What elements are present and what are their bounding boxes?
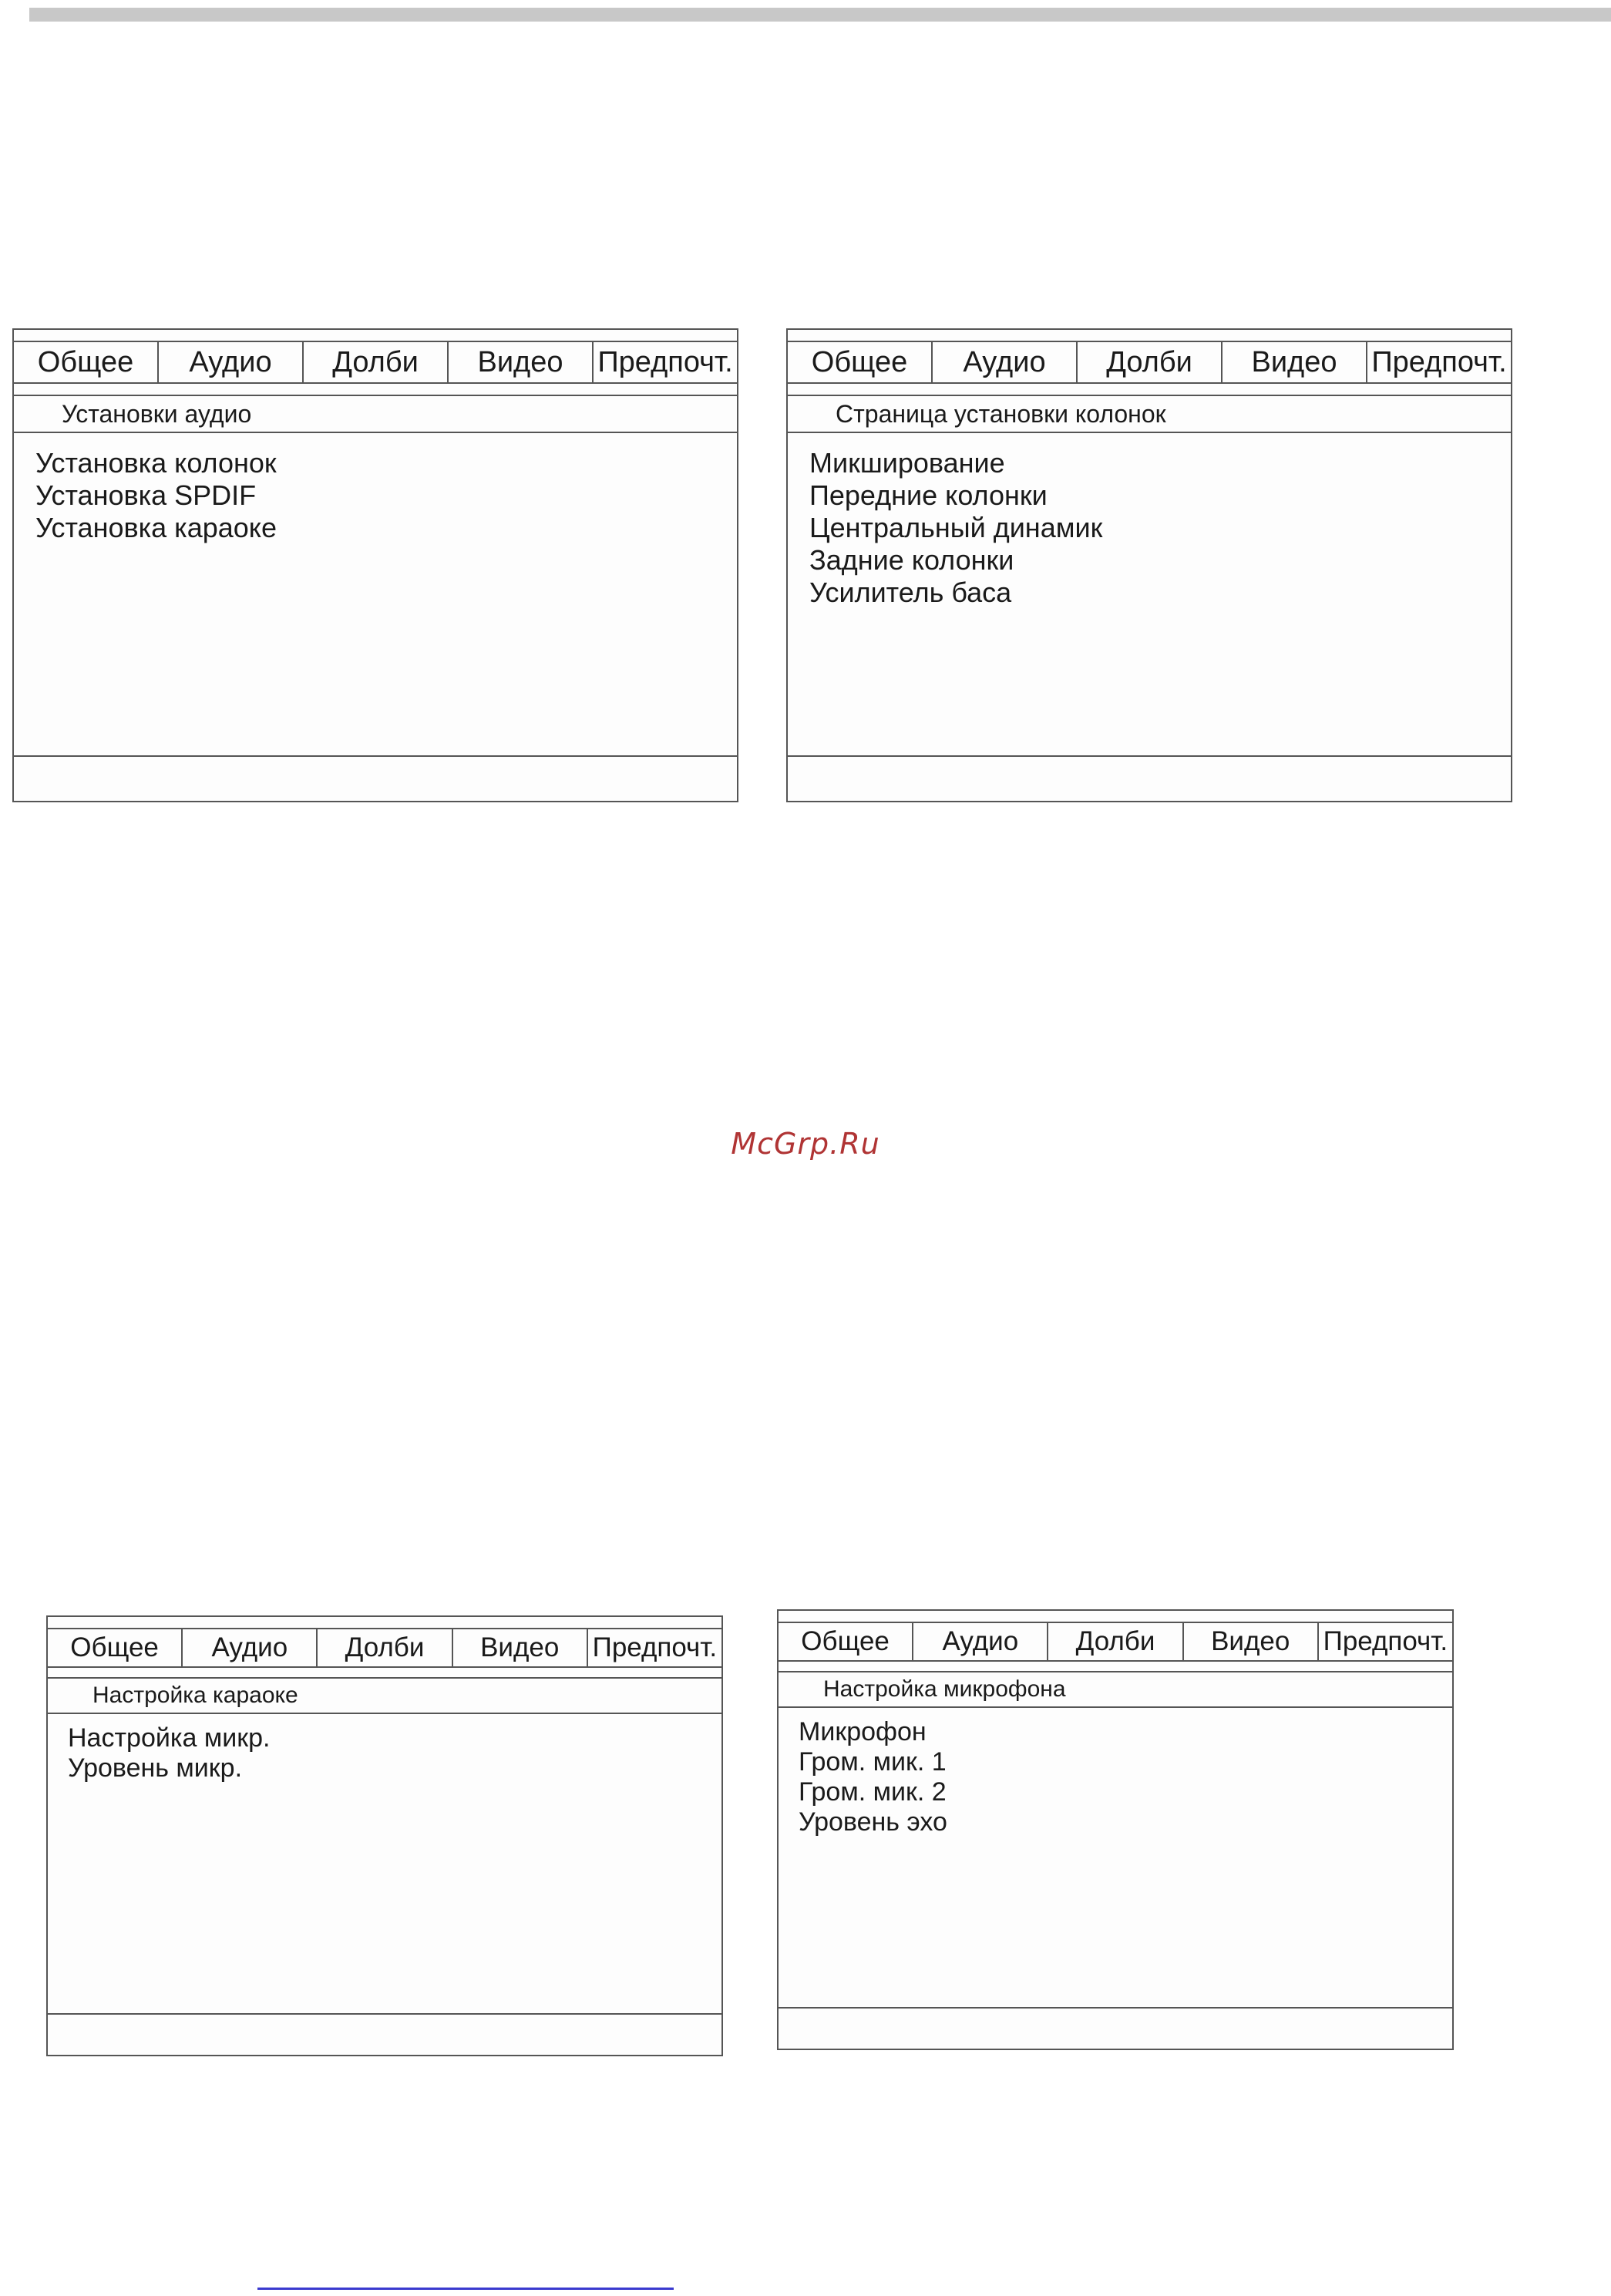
menu-item-downmix[interactable]: Микширование	[809, 447, 1005, 479]
tab-dolby[interactable]: Долби	[1048, 1623, 1183, 1660]
tab-bar	[788, 341, 1511, 384]
tab-bar	[779, 1622, 1452, 1662]
tab-dolby[interactable]: Долби	[1078, 342, 1223, 382]
tab-general[interactable]: Общее	[779, 1623, 913, 1660]
karaoke-setup-screen	[46, 1615, 723, 2056]
tab-general[interactable]: Общее	[788, 342, 933, 382]
page-subtitle	[779, 1671, 1452, 1708]
menu-list	[799, 1717, 947, 1837]
tab-dolby[interactable]: Долби	[318, 1629, 452, 1666]
page-subtitle	[48, 1677, 721, 1714]
status-bar	[788, 755, 1511, 757]
status-bar	[14, 755, 737, 757]
menu-list	[809, 447, 1102, 609]
tab-video[interactable]: Видео	[453, 1629, 588, 1666]
tab-preferences[interactable]: Предпочт.	[1371, 345, 1507, 378]
tab-bar	[48, 1628, 721, 1668]
menu-item-center-speaker[interactable]: Центральный динамик	[809, 512, 1103, 543]
page-subtitle-text: Установки аудио	[62, 399, 252, 428]
tab-video[interactable]: Видео	[1223, 342, 1367, 382]
page-subtitle-text: Страница установки колонок	[836, 399, 1166, 428]
menu-item-microphone[interactable]: Микрофон	[799, 1717, 927, 1746]
microphone-setup-screen	[777, 1609, 1454, 2050]
menu-item-mic-level[interactable]: Уровень микр.	[68, 1753, 243, 1783]
tab-preferences[interactable]: Предпочт.	[1323, 1626, 1448, 1656]
status-bar	[779, 2007, 1452, 2009]
menu-item-speaker-setup[interactable]: Установка колонок	[35, 447, 277, 479]
bottom-link-underline	[257, 2288, 674, 2290]
tab-audio[interactable]: Аудио	[933, 342, 1078, 382]
status-bar	[48, 2013, 721, 2015]
page-top-rule	[29, 8, 1611, 22]
tab-audio[interactable]: Аудио	[913, 1623, 1048, 1660]
tab-video[interactable]: Видео	[449, 342, 594, 382]
tab-bar	[14, 341, 737, 384]
menu-item-front-speakers[interactable]: Передние колонки	[809, 479, 1048, 511]
page-subtitle	[14, 395, 737, 433]
audio-setup-screen	[12, 328, 738, 802]
tab-preferences[interactable]: Предпочт.	[597, 345, 733, 378]
page-subtitle-text: Настройка микрофона	[823, 1676, 1066, 1702]
speaker-setup-screen	[786, 328, 1512, 802]
menu-list	[35, 447, 277, 544]
menu-item-mic-setup[interactable]: Настройка микр.	[68, 1723, 271, 1753]
menu-item-mic-2-volume[interactable]: Гром. мик. 2	[799, 1777, 947, 1807]
menu-item-subwoofer[interactable]: Усилитель баса	[809, 577, 1012, 608]
tab-general[interactable]: Общее	[48, 1629, 183, 1666]
menu-item-spdif-setup[interactable]: Установка SPDIF	[35, 479, 257, 511]
menu-item-karaoke-setup[interactable]: Установка караоке	[35, 512, 277, 543]
tab-dolby[interactable]: Долби	[304, 342, 449, 382]
menu-list	[68, 1723, 270, 1783]
menu-item-echo-level[interactable]: Уровень эхо	[799, 1807, 947, 1837]
menu-item-rear-speakers[interactable]: Задние колонки	[809, 544, 1014, 576]
tab-general[interactable]: Общее	[14, 342, 159, 382]
tab-preferences[interactable]: Предпочт.	[592, 1632, 718, 1662]
page-subtitle-text: Настройка караоке	[92, 1683, 298, 1708]
page-subtitle	[788, 395, 1511, 433]
tab-video[interactable]: Видео	[1184, 1623, 1319, 1660]
tab-audio[interactable]: Аудио	[183, 1629, 318, 1666]
menu-item-mic-1-volume[interactable]: Гром. мик. 1	[799, 1747, 947, 1777]
watermark: McGrp.Ru	[731, 1127, 880, 1161]
tab-audio[interactable]: Аудио	[159, 342, 304, 382]
